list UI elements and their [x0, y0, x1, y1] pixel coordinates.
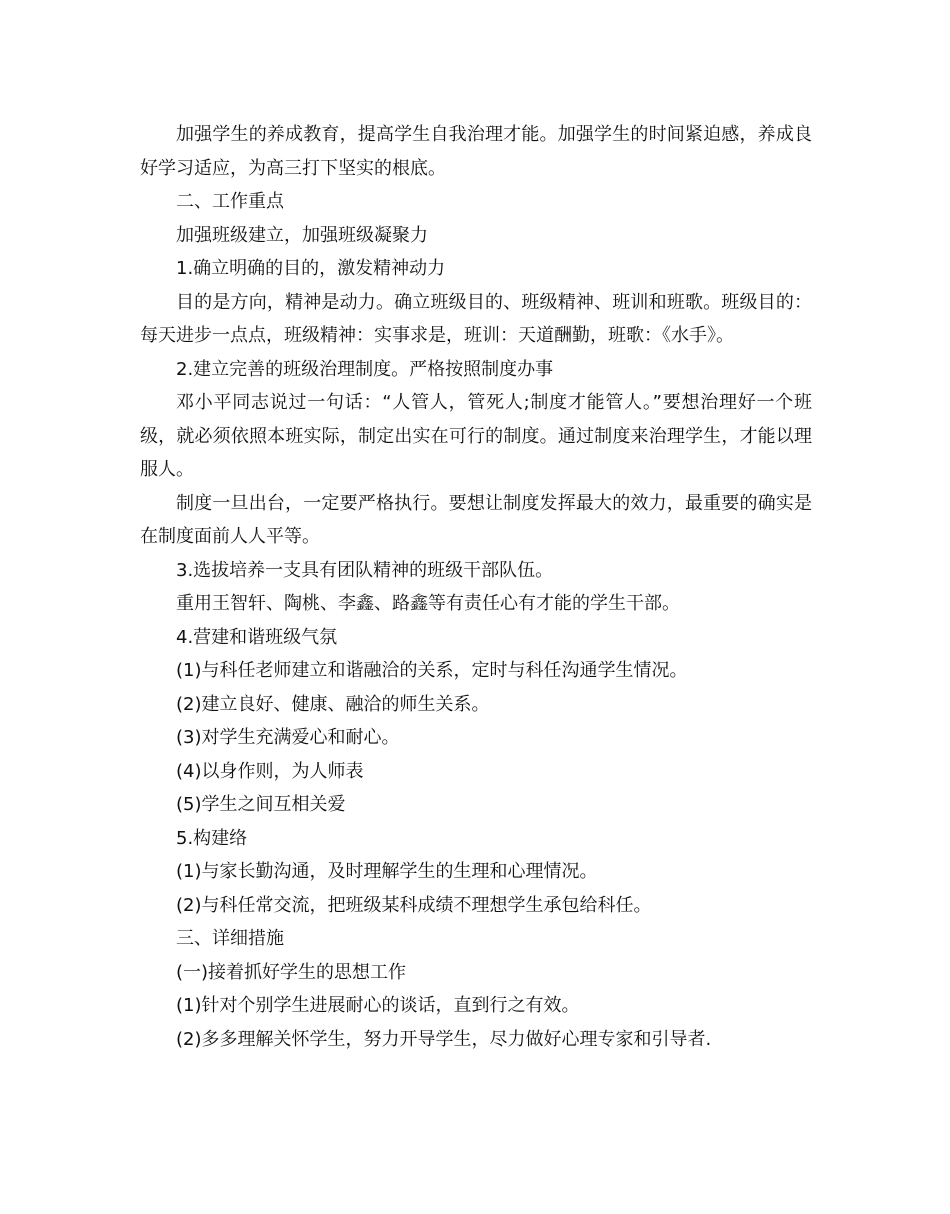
numbered-heading: 2.建立完善的班级治理制度。严格按照制度办事 — [176, 358, 554, 380]
paragraph: 加强学生的养成教育，提高学生自我治理才能。加强学生的时间紧迫感，养成良好学习适应，为高三打下坚实的根底。 — [140, 124, 812, 179]
paragraph: 重用王智轩、陶桃、李鑫、路鑫等有责任心有才能的学生干部。 — [176, 593, 680, 614]
numbered-heading: 4.营建和谐班级气氛 — [176, 626, 338, 648]
paragraph: 加强班级建立，加强班级凝聚力 — [176, 224, 428, 246]
list-item: (2)与科任常交流，把班级某科成绩不理想学生承包给科任。 — [176, 894, 652, 916]
paragraph: 邓小平同志说过一句话：“人管人，管死人;制度才能管人。”要想治理好一个班级，就必须依照本班实际，制定出实在可行的制度。通过制度来治理学生，才能以理服人。 — [140, 392, 812, 480]
list-item: (4)以身作则，为人师表 — [176, 760, 364, 782]
section-heading: 二、工作重点 — [176, 191, 284, 212]
list-item: (5)学生之间互相关爱 — [176, 794, 346, 815]
list-item: (1)针对个别学生进展耐心的谈话，直到行之有效。 — [176, 995, 580, 1016]
list-item: (1)与家长勤沟通，及时理解学生的生理和心理情况。 — [176, 861, 598, 882]
paragraph: 目的是方向，精神是动力。确立班级目的、班级精神、班训和班歌。班级目的：每天进步一点点，班级精神：实事求是，班训：天道酬勤，班歌：《水手》。 — [140, 291, 812, 346]
sub-heading: (一)接着抓好学生的思想工作 — [176, 961, 407, 983]
document-body — [140, 118, 812, 1056]
list-item: (1)与科任老师建立和谐融洽的关系，定时与科任沟通学生情况。 — [176, 660, 688, 681]
numbered-heading: 1.确立明确的目的，激发精神动力 — [176, 258, 446, 279]
list-item: (3)对学生充满爱心和耐心。 — [176, 727, 400, 748]
list-item: (2)多多理解关怀学生，努力开导学生，尽力做好心理专家和引导者. — [176, 1028, 712, 1050]
numbered-heading: 5.构建络 — [176, 827, 248, 849]
numbered-heading: 3.选拔培养一支具有团队精神的班级干部队伍。 — [176, 559, 554, 581]
paragraph: 制度一旦出台，一定要严格执行。要想让制度发挥最大的效力，最重要的确实是在制度面前人人平等。 — [140, 492, 812, 547]
section-heading: 三、详细措施 — [176, 928, 284, 949]
list-item: (2)建立良好、健康、融洽的师生关系。 — [176, 693, 490, 715]
